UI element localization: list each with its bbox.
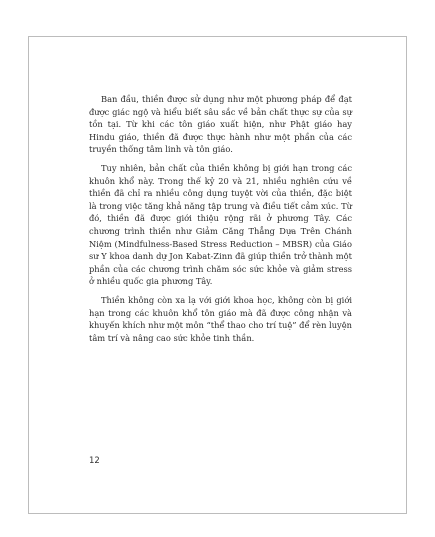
body-text	[89, 93, 352, 350]
page-number: 12	[89, 456, 100, 466]
paragraph-2: Tuy nhiên, bản chất của thiền không bị giới hạn trong các khuôn khổ này. Trong thế kỷ 20 và 21, nhiều nghiên cứu về thiền đã chỉ ra nhiều công dụng tuyệt vời của thiền, đặc biệt là trong việc tăng khả năng tập trung và điều tiết cảm xúc. Từ đó, thiền đã được giới thiệu rộng rãi ở phương Tây. Các chương trình thiền như Giảm Căng Thẳng Dựa Trên Chánh Niệm (Mindfulness-Based Stress Reduction – MBSR) của Giáo sư Y khoa danh dự Jon Kabat-Zinn đã giúp thiền trở thành một phần của các chương trình chăm sóc sức khỏe và giảm stress ở nhiều quốc gia phương Tây.	[89, 162, 352, 287]
book-page	[28, 36, 407, 514]
paragraph-3: Thiền không còn xa lạ với giới khoa học, không còn bị giới hạn trong các khuôn khổ tôn giáo mà đã được công nhận và khuyến khích như một môn “thể thao cho trí tuệ” để rèn luyện tâm trí và nâng cao sức khỏe tinh thần.	[89, 294, 352, 343]
paragraph-1: Ban đầu, thiền được sử dụng như một phương pháp để đạt được giác ngộ và hiểu biết sâu sắc về bản chất thực sự của sự tồn tại. Từ khi các tôn giáo xuất hiện, như Phật giáo hay Hindu giáo, thiền đã được thực hành như một phần của các truyền thống tâm linh và tôn giáo.	[89, 94, 352, 155]
